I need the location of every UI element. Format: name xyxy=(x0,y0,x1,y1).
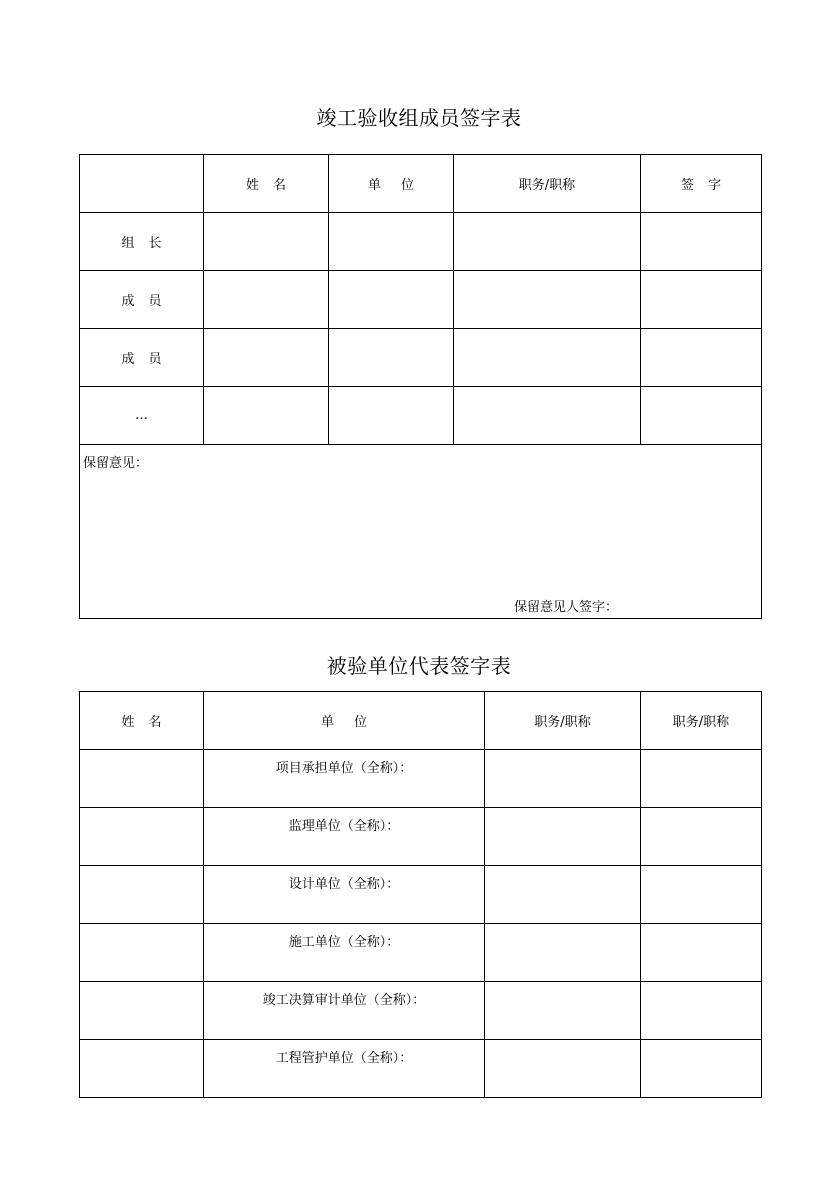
table-header-row xyxy=(80,692,762,750)
title-cell-2[interactable] xyxy=(641,866,762,924)
table-row xyxy=(80,213,762,271)
header-name-text: 姓名 xyxy=(245,178,300,193)
name-cell[interactable] xyxy=(80,750,204,808)
title-cell[interactable] xyxy=(454,387,641,445)
unit-cell[interactable] xyxy=(204,750,485,808)
role-cell: … xyxy=(80,387,204,445)
title-cell-2[interactable] xyxy=(641,750,762,808)
signature-cell[interactable] xyxy=(641,213,762,271)
title-cell-2[interactable] xyxy=(641,1040,762,1098)
header-name xyxy=(204,155,329,213)
name-cell[interactable] xyxy=(80,924,204,982)
title-cell-2[interactable] xyxy=(641,924,762,982)
unit-cell[interactable] xyxy=(329,213,454,271)
unit-label: 施工单位（全称）： xyxy=(288,935,400,950)
header-name-text: 姓名 xyxy=(121,715,176,730)
title-cell[interactable] xyxy=(454,271,641,329)
title-cell[interactable] xyxy=(454,329,641,387)
remarks-signature-label: 保留意见人签字： xyxy=(514,600,619,615)
acceptance-team-table xyxy=(79,154,762,619)
title-cell-2[interactable] xyxy=(641,982,762,1040)
unit-cell[interactable] xyxy=(204,982,485,1040)
role-label: 组长 xyxy=(121,236,176,251)
signature-cell[interactable] xyxy=(641,329,762,387)
name-cell[interactable] xyxy=(80,866,204,924)
unit-label: 监理单位（全称）： xyxy=(288,819,400,834)
unit-label: 设计单位（全称）： xyxy=(288,877,400,892)
name-cell[interactable] xyxy=(80,1040,204,1098)
title-cell[interactable] xyxy=(454,213,641,271)
title-cell[interactable] xyxy=(485,866,641,924)
role-cell xyxy=(80,329,204,387)
header-empty-cell xyxy=(80,155,204,213)
remarks-label: 保留意见： xyxy=(83,456,149,471)
name-cell[interactable] xyxy=(204,213,329,271)
page-title: 竣工验收组成员签字表 xyxy=(316,106,522,130)
title-cell[interactable] xyxy=(485,750,641,808)
unit-label: 工程管护单位（全称）： xyxy=(275,1051,413,1066)
unit-cell[interactable] xyxy=(329,271,454,329)
header-title: 职务/职称 xyxy=(485,692,641,750)
header-title: 职务/职称 xyxy=(454,155,641,213)
name-cell[interactable] xyxy=(204,329,329,387)
unit-cell[interactable] xyxy=(204,1040,485,1098)
table-row xyxy=(80,329,762,387)
remarks-cell[interactable] xyxy=(80,445,762,619)
unit-cell[interactable] xyxy=(204,866,485,924)
table-row xyxy=(80,271,762,329)
table-row xyxy=(80,750,762,808)
unit-cell[interactable] xyxy=(329,387,454,445)
name-cell[interactable] xyxy=(204,271,329,329)
table-row xyxy=(80,924,762,982)
header-name xyxy=(80,692,204,750)
table-row xyxy=(80,387,762,445)
header-signature xyxy=(641,155,762,213)
unit-label: 项目承担单位（全称）： xyxy=(275,761,413,776)
unit-label: 竣工决算审计单位（全称）： xyxy=(262,993,426,1008)
header-unit xyxy=(204,692,485,750)
header-unit-text: 单位 xyxy=(320,715,387,730)
header-title-2: 职务/职称 xyxy=(641,692,762,750)
unit-cell[interactable] xyxy=(329,329,454,387)
table-row xyxy=(80,982,762,1040)
table-row xyxy=(80,1040,762,1098)
header-signature-text: 签字 xyxy=(680,178,735,193)
name-cell[interactable] xyxy=(204,387,329,445)
header-unit xyxy=(329,155,454,213)
section-title: 被验单位代表签字表 xyxy=(326,654,512,678)
role-label: 成员 xyxy=(121,352,176,367)
unit-cell[interactable] xyxy=(204,924,485,982)
header-unit-text: 单位 xyxy=(367,178,434,193)
name-cell[interactable] xyxy=(80,808,204,866)
role-cell xyxy=(80,213,204,271)
title-cell-2[interactable] xyxy=(641,808,762,866)
title-cell[interactable] xyxy=(485,808,641,866)
signature-cell[interactable] xyxy=(641,271,762,329)
table-row xyxy=(80,866,762,924)
role-cell xyxy=(80,271,204,329)
role-label: 成员 xyxy=(121,294,176,309)
remarks-row xyxy=(80,445,762,619)
unit-cell[interactable] xyxy=(204,808,485,866)
title-cell[interactable] xyxy=(485,982,641,1040)
table-row xyxy=(80,808,762,866)
title-cell[interactable] xyxy=(485,1040,641,1098)
name-cell[interactable] xyxy=(80,982,204,1040)
representative-table xyxy=(79,691,762,1098)
title-cell[interactable] xyxy=(485,924,641,982)
signature-cell[interactable] xyxy=(641,387,762,445)
table-header-row xyxy=(80,155,762,213)
